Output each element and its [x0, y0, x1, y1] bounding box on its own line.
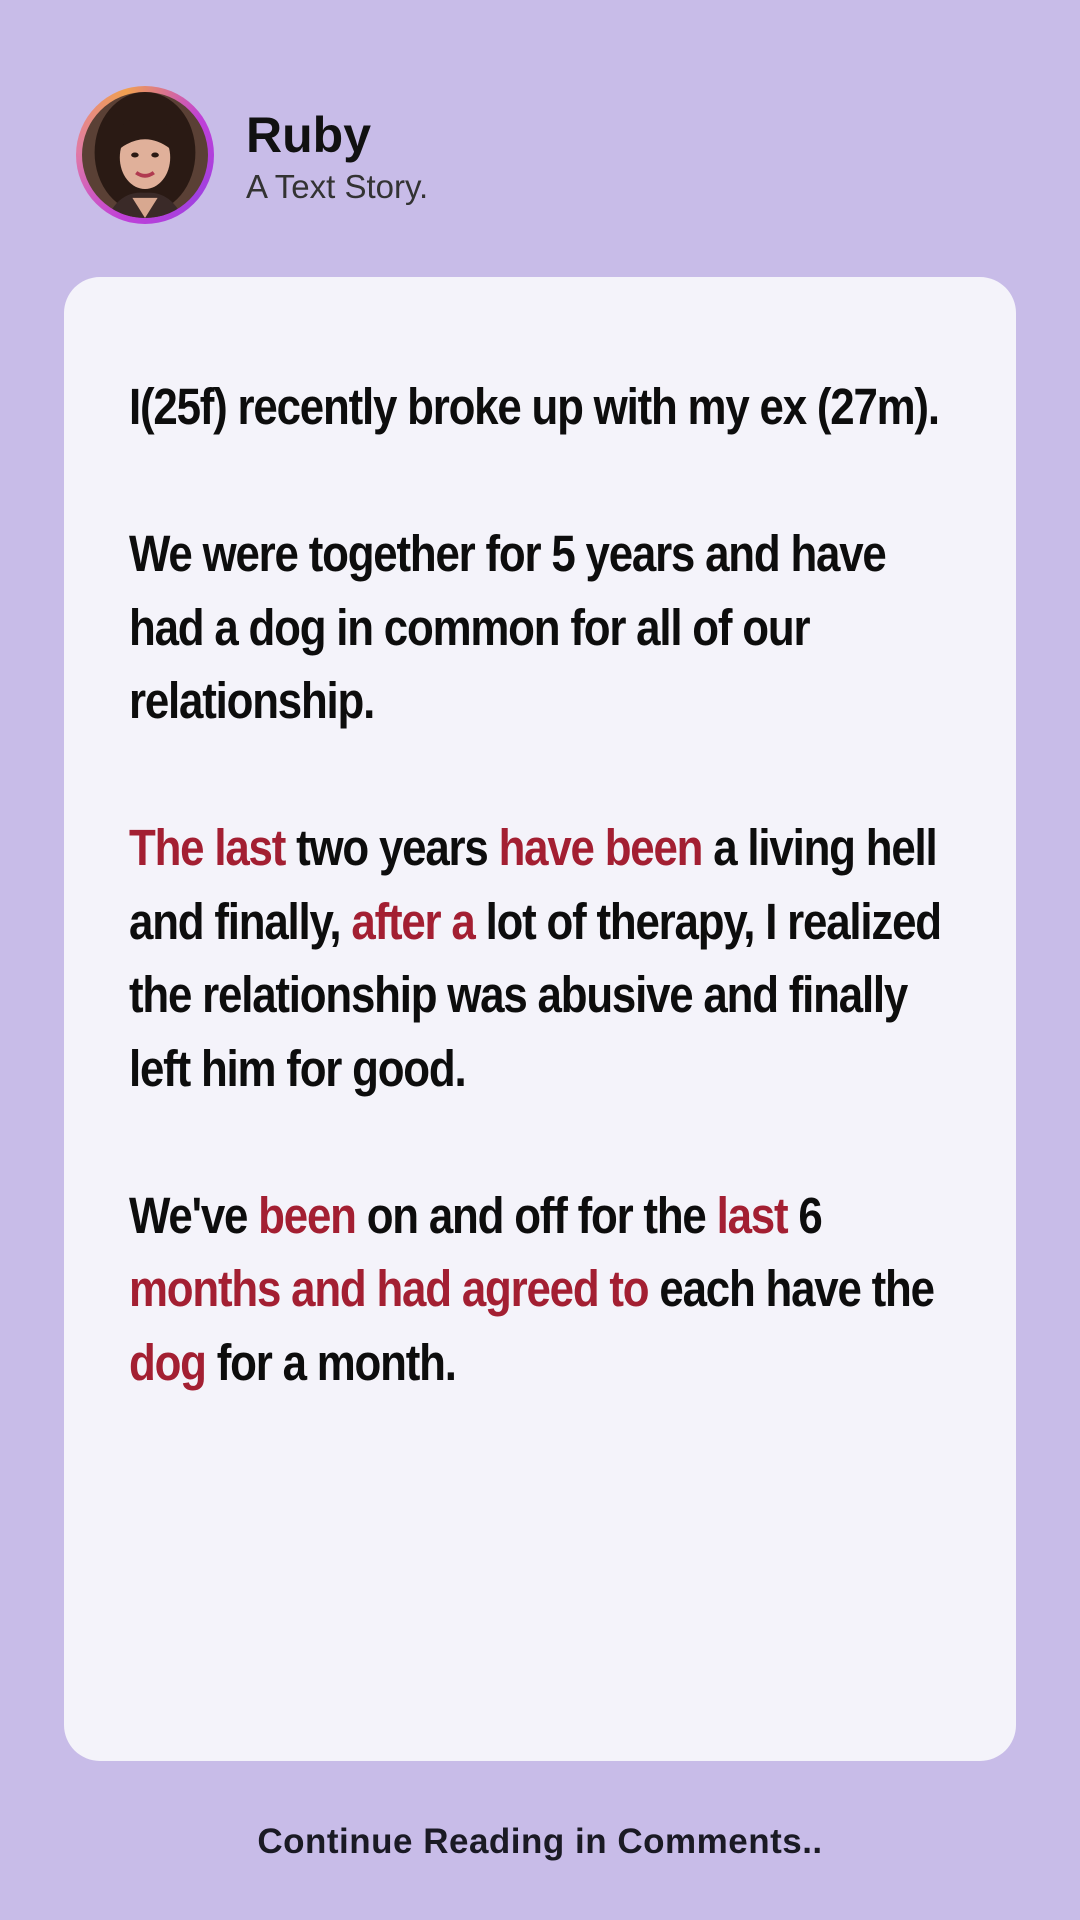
- story-text: We've: [129, 1186, 259, 1244]
- story-text: on and off for the: [355, 1186, 717, 1244]
- avatar-ring[interactable]: [76, 86, 214, 224]
- story-text: We were together for 5 years and have had a dog in common for all of our relationship.: [129, 525, 886, 729]
- story-body: [129, 370, 956, 1399]
- story-paragraph: [129, 370, 950, 444]
- story-text: lot of therapy, I realized the relationship was abusive and finally left him for good.: [129, 892, 941, 1097]
- continue-reading-link[interactable]: Continue Reading in Comments..: [257, 1822, 823, 1861]
- highlighted-text: after a: [351, 892, 475, 950]
- highlighted-text: been: [258, 1186, 356, 1244]
- profile-subtitle: A Text Story.: [246, 168, 429, 205]
- story-card: [64, 277, 1016, 1761]
- avatar[interactable]: [82, 92, 208, 218]
- story-paragraph: [129, 517, 950, 738]
- profile-name[interactable]: Ruby: [246, 107, 371, 163]
- highlighted-text: months and had agreed to: [129, 1260, 649, 1317]
- story-text: two years: [285, 819, 499, 876]
- story-text: a living hell and finally,: [129, 819, 937, 950]
- story-paragraph: [129, 1179, 950, 1400]
- highlighted-text: dog: [129, 1333, 206, 1391]
- story-text: I(25f) recently broke up with my ex (27m).: [129, 378, 939, 435]
- highlighted-text: The last: [129, 819, 286, 876]
- story-text: each have the: [648, 1260, 934, 1317]
- story-text: 6: [787, 1186, 822, 1244]
- story-text: for a month.: [205, 1333, 456, 1391]
- profile-text: [246, 102, 428, 208]
- highlighted-text: have been: [498, 819, 703, 876]
- highlighted-text: last: [716, 1186, 788, 1244]
- story-paragraph: [129, 811, 950, 1105]
- profile-header: [76, 86, 428, 224]
- avatar-photo: [82, 92, 208, 218]
